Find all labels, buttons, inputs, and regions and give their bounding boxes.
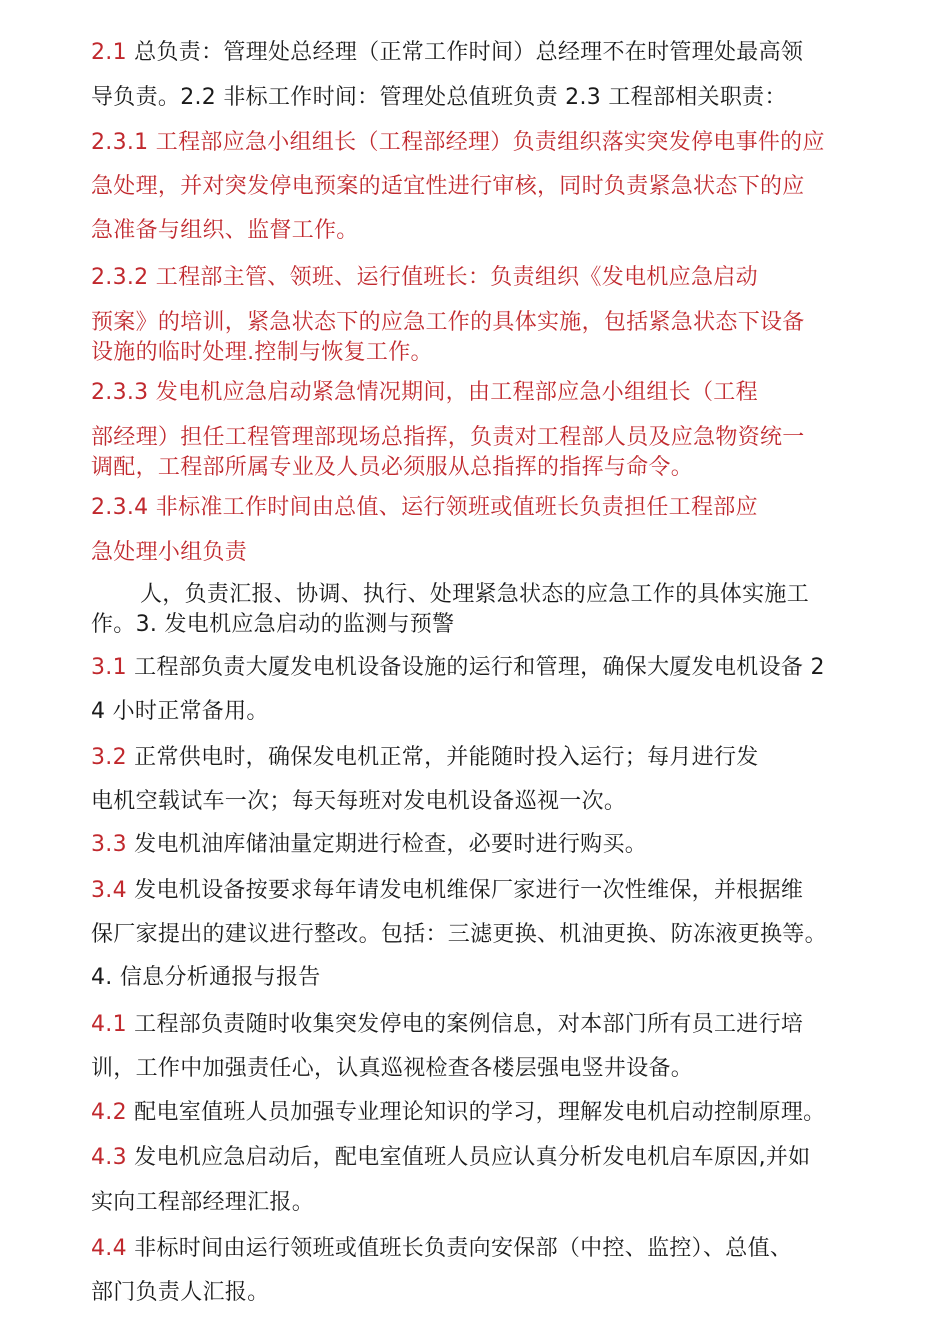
text-line <box>140 582 809 608</box>
text-line <box>91 1012 803 1038</box>
line-text: 实向工程部经理汇报。 <box>91 1190 315 1215</box>
section-number: 2.3.2 <box>91 265 149 290</box>
text-line <box>91 495 758 521</box>
line-text: 正常供电时，确保发电机正常，并能随时投入运行；每月进行发 <box>126 745 759 770</box>
line-text: 训，工作中加强责任心，认真巡视检查各楼层强电竖井设备。 <box>91 1056 694 1081</box>
text-line <box>91 380 758 406</box>
text-line <box>91 340 433 366</box>
text-line <box>91 965 321 991</box>
line-text: 保厂家提出的建议进行整改。包括：三滤更换、机油更换、防冻液更换等。 <box>91 922 827 947</box>
text-line <box>91 832 647 858</box>
section-number: 2.3.4 <box>91 495 149 520</box>
text-line <box>91 130 825 156</box>
text-line <box>91 612 454 638</box>
section-number: 3.4 <box>91 878 127 903</box>
section-number: 3.3 <box>91 832 127 857</box>
section-number: 3.1 <box>91 655 127 680</box>
section-number: 4.1 <box>91 1012 127 1037</box>
line-text: 发电机应急启动紧急情况期间，由工程部应急小组组长（工程 <box>148 380 758 405</box>
text-line <box>91 1056 693 1082</box>
section-number: 2.3.1 <box>91 130 149 155</box>
section-number: 4.2 <box>91 1100 127 1125</box>
section-number: 4.4 <box>91 1236 127 1261</box>
line-text: 部经理）担任工程管理部现场总指挥，负责对工程部人员及应急物资统一 <box>91 425 805 450</box>
line-text: 工程部主管、领班、运行值班长：负责组织《发电机应急启动 <box>148 265 758 290</box>
text-line <box>91 1280 269 1306</box>
text-line <box>91 1100 826 1126</box>
line-text: 作。3. 发电机应急启动的监测与预警 <box>91 612 455 637</box>
text-line <box>91 310 805 336</box>
text-line <box>91 1190 314 1216</box>
line-text: 急处理，并对突发停电预案的适宜性进行审核，同时负责紧急状态下的应 <box>91 174 805 199</box>
line-text: 发电机油库储油量定期进行检查，必要时进行购买。 <box>126 832 648 857</box>
line-text: 总负责：管理处总经理（正常工作时间）总经理不在时管理处最高领 <box>126 40 804 65</box>
text-line <box>91 789 626 815</box>
line-text: 人，负责汇报、协调、执行、处理紧急状态的应急工作的具体实施工 <box>140 582 810 607</box>
text-line <box>91 655 825 681</box>
text-line <box>91 85 787 111</box>
text-line <box>91 540 247 566</box>
section-number: 2.1 <box>91 40 127 65</box>
line-text: 部门负责人汇报。 <box>91 1280 270 1305</box>
line-text: 设施的临时处理.控制与恢复工作。 <box>91 340 433 365</box>
text-line <box>91 878 803 904</box>
section-number: 4.3 <box>91 1145 127 1170</box>
text-line <box>91 40 803 66</box>
line-text: 非标时间由运行领班或值班长负责向安保部（中控、监控）、总值、 <box>126 1236 793 1261</box>
line-text: 电机空载试车一次；每天每班对发电机设备巡视一次。 <box>91 789 627 814</box>
text-line <box>91 922 827 948</box>
line-text: 工程部负责随时收集突发停电的案例信息，对本部门所有员工进行培 <box>126 1012 804 1037</box>
line-text: 调配，工程部所属专业及人员必须服从总指挥的指挥与命令。 <box>91 455 694 480</box>
line-text: 发电机设备按要求每年请发电机维保厂家进行一次性维保，并根据维 <box>126 878 804 903</box>
section-number: 3.2 <box>91 745 127 770</box>
line-text: 工程部应急小组组长（工程部经理）负责组织落实突发停电事件的应 <box>148 130 825 155</box>
line-text: 导负责。2.2 非标工作时间：管理处总值班负责 2.3 工程部相关职责： <box>91 85 787 110</box>
line-text: 预案》的培训，紧急状态下的应急工作的具体实施，包括紧急状态下设备 <box>91 310 805 335</box>
text-line <box>91 699 269 725</box>
line-text: 非标准工作时间由总值、运行领班或值班长负责担任工程部应 <box>148 495 758 520</box>
text-line <box>91 1145 810 1171</box>
text-line <box>91 265 758 291</box>
line-text: 配电室值班人员加强专业理论知识的学习，理解发电机启动控制原理。 <box>126 1100 826 1125</box>
line-text: 急准备与组织、监督工作。 <box>91 218 359 243</box>
line-text: 发电机应急启动后，配电室值班人员应认真分析发电机启车原因,并如 <box>126 1145 811 1170</box>
line-text: 4. 信息分析通报与报告 <box>91 965 321 990</box>
line-text: 急处理小组负责 <box>91 540 248 565</box>
text-line <box>91 455 693 481</box>
text-line <box>91 1236 792 1262</box>
text-line <box>91 425 805 451</box>
line-text: 工程部负责大厦发电机设备设施的运行和管理，确保大厦发电机设备 2 <box>126 655 825 680</box>
line-text: 4 小时正常备用。 <box>91 699 269 724</box>
text-line <box>91 174 805 200</box>
text-line <box>91 218 359 244</box>
section-number: 2.3.3 <box>91 380 149 405</box>
text-line <box>91 745 759 771</box>
